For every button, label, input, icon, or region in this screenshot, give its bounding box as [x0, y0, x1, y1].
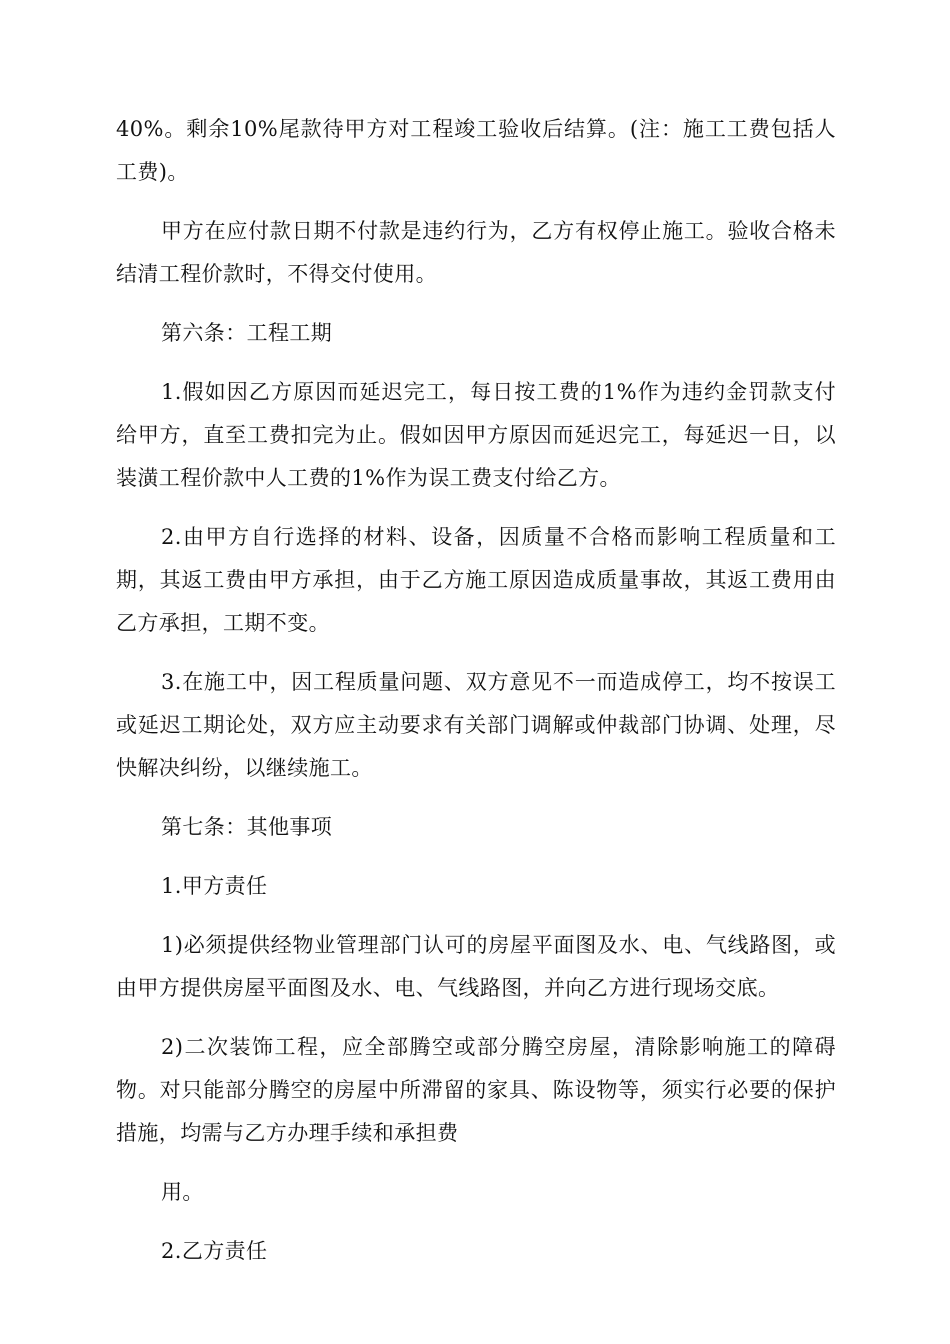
- document-body: [116, 108, 836, 1289]
- section-heading-article-7: 第七条：其他事项: [161, 815, 333, 839]
- paragraph-continuation: 用。: [161, 1180, 204, 1204]
- paragraph-floor-plan-requirement: 1)必须提供经物业管理部门认可的房屋平面图及水、电、气线路图，或由甲方提供房屋平面图及水、电、气线路图，并向乙方进行现场交底。: [116, 933, 836, 1000]
- subheading-party-a-responsibility: 1.甲方责任: [161, 874, 268, 898]
- paragraph-delay-penalty: 1.假如因乙方原因而延迟完工，每日按工费的1%作为违约金罚款支付给甲方，直至工费扣完为止。假如因甲方原因而延迟完工，每延迟一日，以装潢工程价款中人工费的1%作为误工费支付给乙方。: [116, 380, 836, 490]
- paragraph-late-payment: 甲方在应付款日期不付款是违约行为，乙方有权停止施工。验收合格未结清工程价款时，不得交付使用。: [116, 219, 836, 286]
- subheading-party-b-responsibility: 2.乙方责任: [161, 1239, 268, 1263]
- paragraph-material-quality: 2.由甲方自行选择的材料、设备，因质量不合格而影响工程质量和工期，其返工费由甲方承担，由于乙方施工原因造成质量事故，其返工费用由乙方承担，工期不变。: [116, 525, 836, 635]
- paragraph-dispute-resolution: 3.在施工中，因工程质量问题、双方意见不一而造成停工，均不按误工或延迟工期论处，双方应主动要求有关部门调解或仲裁部门协调、处理，尽快解决纠纷，以继续施工。: [116, 670, 836, 780]
- paragraph-clear-premises: 2)二次装饰工程，应全部腾空或部分腾空房屋，清除影响施工的障碍物。对只能部分腾空的房屋中所滞留的家具、陈设物等，须实行必要的保护措施，均需与乙方办理手续和承担费: [116, 1035, 836, 1145]
- paragraph-payment-terms: 40%。剩余10%尾款待甲方对工程竣工验收后结算。(注：施工工费包括人工费)。: [116, 117, 836, 184]
- section-heading-article-6: 第六条：工程工期: [161, 321, 333, 345]
